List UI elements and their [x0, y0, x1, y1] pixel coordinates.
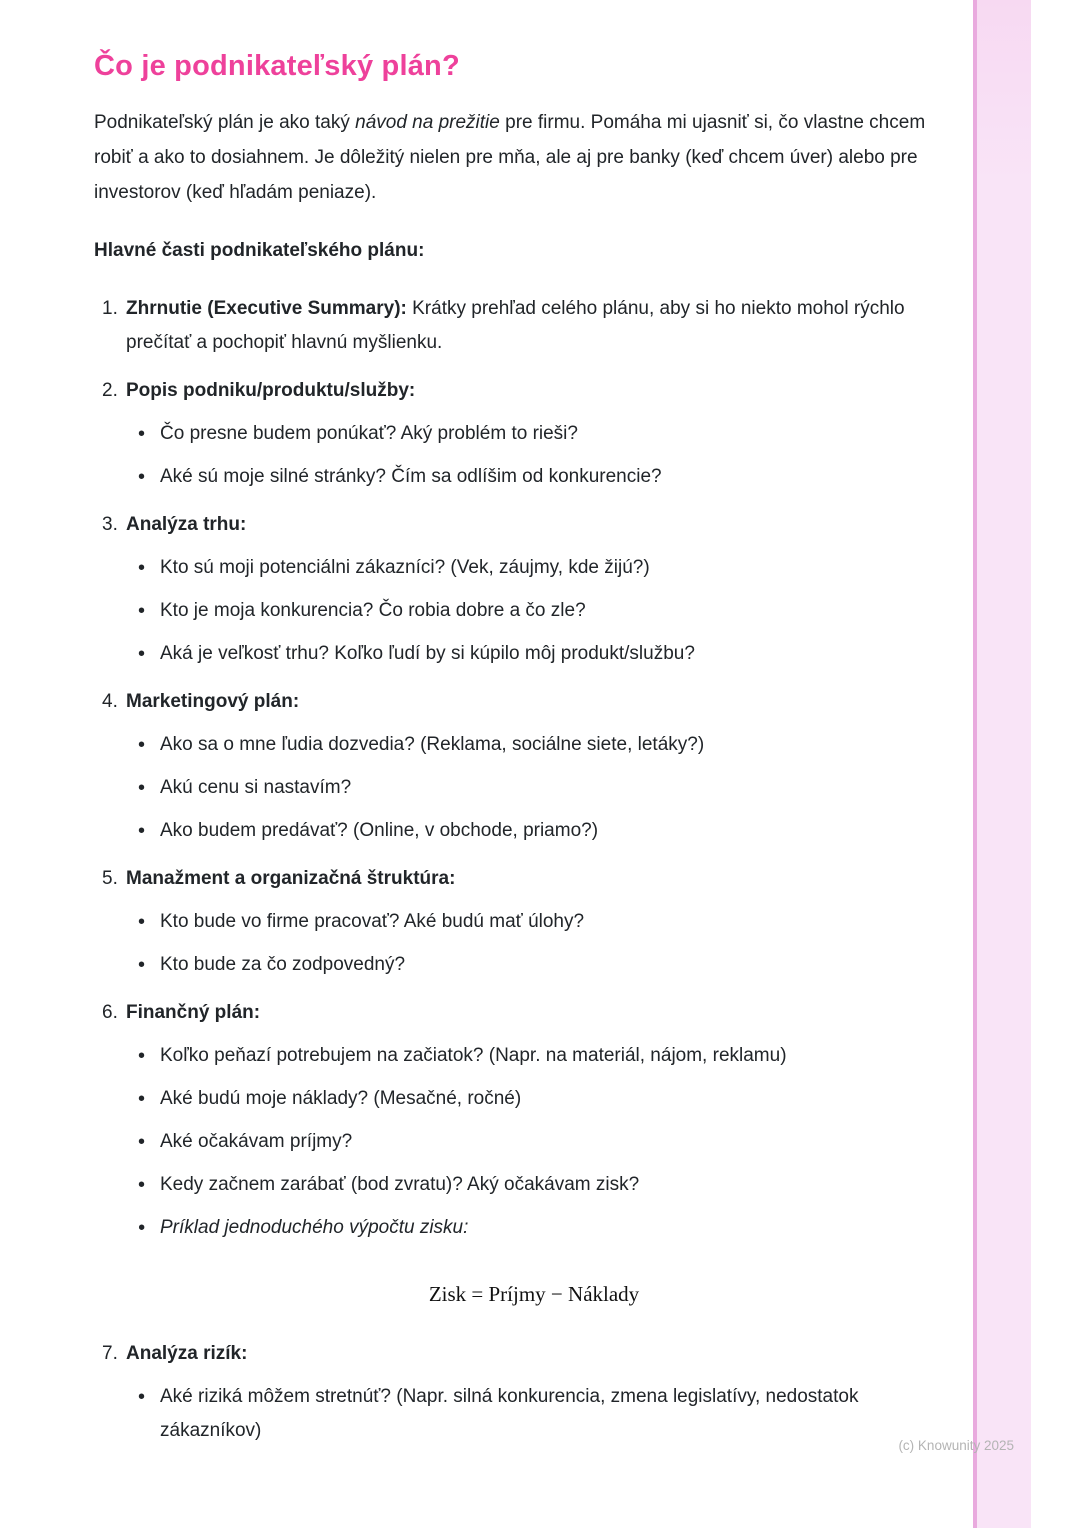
page-title: Čo je podnikateľský plán?: [94, 50, 460, 82]
list-item-number: 7.: [102, 1343, 118, 1364]
list-item-heading: [102, 292, 942, 360]
bullet-list: [126, 1039, 942, 1245]
bullet-item: • Aké budú moje náklady? (Mesačné, ročné): [138, 1082, 942, 1116]
list-item: [94, 1337, 942, 1448]
bullet-list: [126, 905, 942, 982]
bullet-item: • Príklad jednoduchého výpočtu zisku:: [138, 1211, 942, 1245]
list-item: [94, 685, 942, 848]
list-item: [94, 508, 942, 671]
intro-text-post: pre firmu. Pomáha mi ujasniť si, čo vlastne chcem robiť a ako to dosiahnem. Je dôležitý nielen pre mňa, ale aj pre banky (keď chcem úver) alebo pre investorov (keď hľadám peniaze).: [94, 112, 926, 203]
list-item-number: 1.: [102, 298, 118, 319]
list-item: [94, 862, 942, 982]
bullet-item: • Čo presne budem ponúkať? Aký problém to rieši?: [138, 417, 942, 451]
list-item-label: Finančný plán:: [126, 1002, 261, 1023]
list-item-label: Manažment a organizačná štruktúra:: [126, 868, 456, 889]
list-item: [94, 292, 942, 360]
list-item-label: Marketingový plán:: [126, 691, 300, 712]
sections-heading: Hlavné časti podnikateľského plánu:: [94, 240, 425, 261]
list-item-label: Analýza rizík:: [126, 1343, 248, 1364]
list-item-text: Krátky prehľad celého plánu, aby si ho niekto mohol rýchlo prečítať a pochopiť hlavnú myšlienku.: [126, 298, 905, 353]
list-item-heading: [102, 996, 942, 1030]
bullet-list: [126, 417, 942, 494]
footer-credit: (c) Knowunity 2025: [898, 1438, 1014, 1453]
list-item-heading: [102, 508, 942, 542]
content-column: [94, 50, 942, 1462]
intro-text-pre: Podnikateľský plán je ako taký: [94, 112, 356, 133]
bullet-item: • Kedy začnem zarábať (bod zvratu)? Aký očakávam zisk?: [138, 1168, 942, 1202]
list-item-heading: [102, 862, 942, 896]
list-item-number: 3.: [102, 514, 118, 535]
bullet-list: [126, 1380, 942, 1448]
bullet-item: • Ako budem predávať? (Online, v obchode, priamo?): [138, 814, 942, 848]
bullet-item: • Kto bude za čo zodpovedný?: [138, 948, 942, 982]
list-item-number: 4.: [102, 691, 118, 712]
bullet-item: • Aké sú moje silné stránky? Čím sa odlíšim od konkurencie?: [138, 460, 942, 494]
intro-text-italic: návod na prežitie: [355, 112, 500, 133]
bullet-item: • Koľko peňazí potrebujem na začiatok? (Napr. na materiál, nájom, reklamu): [138, 1039, 942, 1073]
list-item-heading: [102, 374, 942, 408]
bullet-item: • Kto sú moji potenciálni zákazníci? (Vek, záujmy, kde žijú?): [138, 551, 942, 585]
bullet-item: • Ako sa o mne ľudia dozvedia? (Reklama, sociálne siete, letáky?): [138, 728, 942, 762]
bullet-item: • Aká je veľkosť trhu? Koľko ľudí by si kúpilo môj produkt/službu?: [138, 637, 942, 671]
list-item-heading: [102, 1337, 942, 1371]
bullet-list: [126, 728, 942, 848]
list-item-label: Analýza trhu:: [126, 514, 247, 535]
bullet-item: • Akú cenu si nastavím?: [138, 771, 942, 805]
profit-formula: Zisk = Príjmy − Náklady: [428, 1282, 640, 1306]
bullet-item: • Aké riziká môžem stretnúť? (Napr. silná konkurencia, zmena legislatívy, nedostatok zákazníkov): [138, 1380, 942, 1448]
list-item-label: Popis podniku/produktu/služby:: [126, 380, 416, 401]
bullet-list: [126, 551, 942, 671]
bullet-item: • Kto bude vo firme pracovať? Aké budú mať úlohy?: [138, 905, 942, 939]
list-item-label: Zhrnutie (Executive Summary):: [126, 298, 407, 319]
list-item-heading: [102, 685, 942, 719]
numbered-list: [94, 292, 942, 1448]
bullet-item: • Aké očakávam príjmy?: [138, 1125, 942, 1159]
decorative-side-stripe: [973, 0, 1031, 1528]
list-item: [94, 374, 942, 494]
list-item-number: 5.: [102, 868, 118, 889]
list-item-number: 2.: [102, 380, 118, 401]
list-item: [94, 996, 942, 1311]
list-item-number: 6.: [102, 1002, 118, 1023]
intro-paragraph: [94, 105, 942, 210]
bullet-item: • Kto je moja konkurencia? Čo robia dobre a čo zle?: [138, 594, 942, 628]
